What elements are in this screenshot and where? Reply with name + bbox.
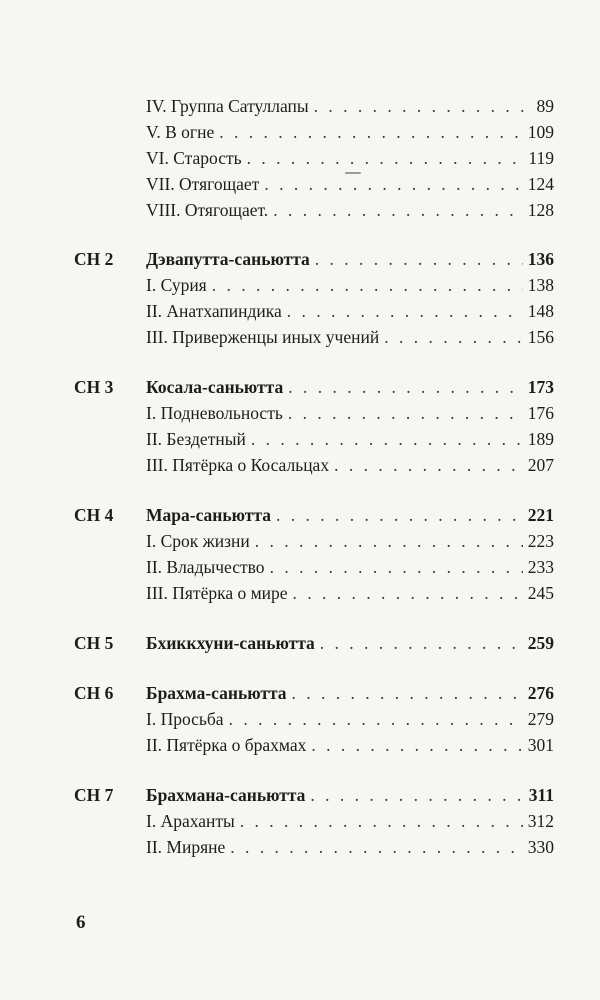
toc-entry-page: 138 xyxy=(527,275,554,295)
section-title: Косала-саньютта xyxy=(146,377,284,397)
print-smudge xyxy=(345,172,361,174)
toc-entry-page: 245 xyxy=(527,583,554,603)
section-page: 276 xyxy=(527,683,554,703)
section-page: 173 xyxy=(527,377,554,397)
toc-entry-label: VII. Отягощает xyxy=(146,174,260,194)
toc-entry-label: I. Просьба xyxy=(146,709,224,729)
section-code: СН 7 xyxy=(74,785,114,805)
dot-leader xyxy=(270,554,523,580)
toc-entry-label: VI. Старость xyxy=(146,148,242,168)
section-heading xyxy=(146,630,554,656)
toc-entry-label: I. Араханты xyxy=(146,811,235,831)
toc-entry-page: 148 xyxy=(527,301,554,321)
toc-entry-label: I. Сурия xyxy=(146,275,207,295)
dot-leader xyxy=(255,528,523,554)
toc-entry-label: III. Пятёрка о мире xyxy=(146,583,288,603)
section-title: Дэвапутта-саньютта xyxy=(146,249,310,269)
toc-entry-page: 301 xyxy=(527,735,554,755)
toc-entry-page: 128 xyxy=(527,200,554,220)
section-page: 311 xyxy=(528,785,554,805)
dot-leader xyxy=(229,706,523,732)
dot-leader xyxy=(287,298,523,324)
dot-leader xyxy=(219,119,523,145)
toc-entry xyxy=(146,808,554,834)
dot-leader xyxy=(334,452,523,478)
toc-entry-label: I. Срок жизни xyxy=(146,531,250,551)
toc-entry-page: 223 xyxy=(527,531,554,551)
section-title: Мара-саньютта xyxy=(146,505,271,525)
toc-entry xyxy=(146,426,554,452)
toc-entry xyxy=(146,298,554,324)
toc-entry-label: II. Бездетный xyxy=(146,429,246,449)
dot-leader xyxy=(293,580,523,606)
toc-entry xyxy=(146,119,554,145)
toc-entry-page: 312 xyxy=(527,811,554,831)
toc-entry xyxy=(146,171,554,197)
section-code: СН 6 xyxy=(74,683,114,703)
dot-leader xyxy=(314,93,532,119)
toc-entry xyxy=(146,834,554,860)
dot-leader xyxy=(288,400,523,426)
toc-entry-label: II. Владычество xyxy=(146,557,265,577)
dot-leader xyxy=(292,680,523,706)
toc-entry-label: II. Миряне xyxy=(146,837,226,857)
toc-entry-label: IV. Группа Сатуллапы xyxy=(146,96,309,116)
dot-leader xyxy=(273,197,523,223)
dot-leader xyxy=(264,171,522,197)
toc-entry-page: 89 xyxy=(536,96,554,116)
toc-entry-page: 176 xyxy=(527,403,554,423)
section-title: Брахма-саньютта xyxy=(146,683,287,703)
page-number: 6 xyxy=(76,912,86,933)
section-page: 221 xyxy=(527,505,554,525)
toc-entry xyxy=(146,324,554,350)
section-heading xyxy=(146,680,554,706)
toc-entry-page: 156 xyxy=(527,327,554,347)
toc-entry xyxy=(146,93,554,119)
toc-entry xyxy=(146,706,554,732)
toc-entry-page: 109 xyxy=(527,122,554,142)
toc-entry-page: 207 xyxy=(527,455,554,475)
dot-leader xyxy=(276,502,523,528)
section-code: СН 5 xyxy=(74,633,114,653)
toc-entry xyxy=(146,580,554,606)
toc-entry-page: 279 xyxy=(527,709,554,729)
toc-entry xyxy=(146,400,554,426)
section-code: СН 2 xyxy=(74,249,114,269)
section-heading xyxy=(146,374,554,400)
section-heading xyxy=(146,502,554,528)
toc-entry-page: 330 xyxy=(527,837,554,857)
dot-leader xyxy=(384,324,523,350)
dot-leader xyxy=(288,374,523,400)
toc-entry xyxy=(146,145,554,171)
section-page: 136 xyxy=(527,249,554,269)
dot-leader xyxy=(315,246,523,272)
toc-entry-label: II. Пятёрка о брахмах xyxy=(146,735,307,755)
toc-entry-label: II. Анатхапиндика xyxy=(146,301,282,321)
section-heading xyxy=(146,246,554,272)
toc-entry-page: 233 xyxy=(527,557,554,577)
dot-leader xyxy=(240,808,523,834)
toc-entry xyxy=(146,528,554,554)
toc-entry-label: V. В огне xyxy=(146,122,215,142)
dot-leader xyxy=(212,272,523,298)
dot-leader xyxy=(311,732,522,758)
toc-entry xyxy=(146,452,554,478)
toc-entry-label: III. Приверженцы иных учений xyxy=(146,327,380,347)
toc-entry-label: I. Подневольность xyxy=(146,403,283,423)
dot-leader xyxy=(247,145,524,171)
toc-entry-page: 119 xyxy=(528,148,554,168)
section-page: 259 xyxy=(527,633,554,653)
section-code: СН 3 xyxy=(74,377,114,397)
dot-leader xyxy=(310,782,523,808)
section-heading xyxy=(146,782,554,808)
dot-leader xyxy=(320,630,523,656)
dot-leader xyxy=(230,834,522,860)
section-title: Бхиккхуни-саньютта xyxy=(146,633,315,653)
toc-entry xyxy=(146,554,554,580)
toc-entry-page: 189 xyxy=(527,429,554,449)
toc-entry-label: VIII. Отягощает. xyxy=(146,200,269,220)
dot-leader xyxy=(251,426,523,452)
toc-entry-label: III. Пятёрка о Косальцах xyxy=(146,455,330,475)
section-code: СН 4 xyxy=(74,505,114,525)
section-title: Брахмана-саньютта xyxy=(146,785,306,805)
toc-entry xyxy=(146,197,554,223)
toc-entry xyxy=(146,272,554,298)
toc-entry xyxy=(146,732,554,758)
toc-entry-page: 124 xyxy=(527,174,554,194)
